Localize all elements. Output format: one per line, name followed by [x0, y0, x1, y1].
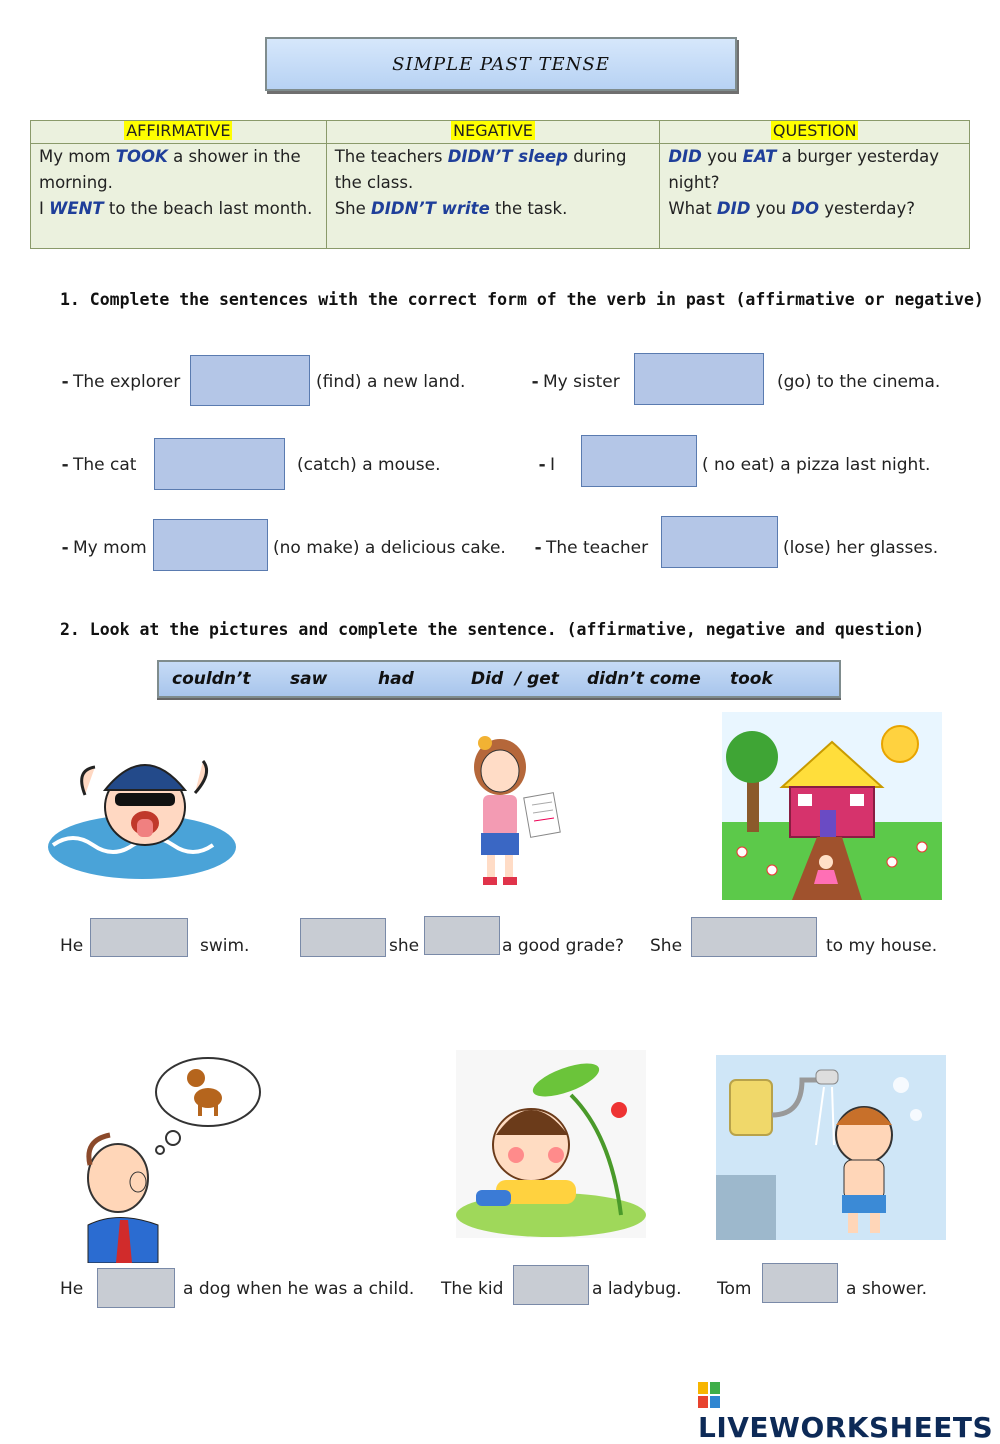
girl-with-paper-image	[455, 735, 565, 890]
ex2-sentence2-answer-box-2[interactable]	[424, 916, 500, 955]
ex1-item3-answer-box[interactable]	[154, 438, 285, 490]
negative-examples: The teachers DIDN’T sleep during the class. She DIDN’T write the task.	[326, 144, 660, 249]
question-examples: DID you EAT a burger yesterday night? What DID you DO yesterday?	[660, 144, 970, 249]
ex1-item5-answer-box[interactable]	[153, 519, 268, 571]
ex2-sentence1-answer-box[interactable]	[90, 918, 188, 957]
ex1-item6-before: The teacher	[546, 538, 649, 558]
boy-showering-image	[716, 1055, 946, 1240]
worksheet-title: SIMPLE PAST TENSE	[392, 53, 610, 75]
ex1-item4-before: I	[550, 455, 556, 475]
word-bank-item: had	[378, 669, 414, 689]
header-question: QUESTION	[660, 121, 970, 144]
ex2-sentence3-after: to my house.	[826, 936, 938, 956]
word-bank	[157, 660, 841, 698]
ex1-item4-answer-box[interactable]	[581, 435, 697, 487]
ex2-sentence6-after: a shower.	[846, 1279, 928, 1299]
ex1-item2-after: (go) to the cinema.	[777, 372, 941, 392]
exercise1-instruction: 1. Complete the sentences with the correct form of the verb in past (affirmative or negative)	[60, 290, 984, 309]
ex2-sentence4-before: He	[60, 1279, 84, 1299]
header-negative: NEGATIVE	[326, 121, 660, 144]
exercise2-instruction: 2. Look at the pictures and complete the sentence. (affirmative, negative and question)	[60, 620, 925, 639]
header-affirmative: AFFIRMATIVE	[31, 121, 327, 144]
grammar-table	[30, 120, 970, 249]
kid-with-ladybug-image	[456, 1050, 646, 1238]
ex1-item6-answer-box[interactable]	[661, 516, 778, 568]
bullet-dash: -	[60, 372, 71, 392]
ex2-sentence6-before: Tom	[717, 1279, 752, 1299]
ex2-sentence1-after: swim.	[200, 936, 250, 956]
ex2-sentence3-answer-box[interactable]	[691, 917, 817, 957]
ex1-item4-after: ( no eat) a pizza last night.	[702, 455, 931, 475]
ex2-sentence2-answer-box-1[interactable]	[300, 918, 386, 957]
word-bank-item: Did / get	[471, 669, 559, 689]
ex1-item1-after: (find) a new land.	[316, 372, 466, 392]
ex2-sentence6-answer-box[interactable]	[762, 1263, 838, 1303]
ex2-sentence5-answer-box[interactable]	[513, 1265, 589, 1305]
ex1-item6-after: (lose) her glasses.	[783, 538, 939, 558]
ex2-sentence5-after: a ladybug.	[592, 1279, 682, 1299]
ex1-item5-before: My mom	[73, 538, 147, 558]
bullet-dash: -	[533, 538, 544, 558]
ex2-sentence4-after: a dog when he was a child.	[183, 1279, 415, 1299]
ex2-sentence1-before: He	[60, 936, 84, 956]
ex2-sentence4-answer-box[interactable]	[97, 1268, 175, 1308]
ex2-sentence3-before: She	[650, 936, 683, 956]
ex1-item5-after: (no make) a delicious cake.	[273, 538, 506, 558]
ex1-item2-answer-box[interactable]	[634, 353, 764, 405]
bullet-dash: -	[60, 455, 71, 475]
liveworksheets-logo	[698, 1378, 1000, 1444]
liveworksheets-logo-text: LIVEWORKSHEETS	[698, 1411, 994, 1444]
word-bank-item: didn’t come	[587, 669, 701, 689]
man-thinking-of-dog-image	[78, 1050, 263, 1263]
word-bank-item: couldn’t	[172, 669, 251, 689]
bullet-dash: -	[60, 538, 71, 558]
swimmer-image	[45, 735, 240, 885]
word-bank-item: took	[730, 669, 773, 689]
ex2-sentence2-after: a good grade?	[502, 936, 625, 956]
affirmative-examples: My mom TOOK a shower in the morning. I WENT to the beach last month.	[31, 144, 327, 249]
ex1-item3-before: The cat	[73, 455, 137, 475]
ex2-sentence2-middle: she	[389, 936, 420, 956]
liveworksheets-logo-icon	[698, 1382, 720, 1408]
ex1-item1-before: The explorer	[73, 372, 181, 392]
house-drawing-image	[722, 712, 942, 900]
bullet-dash: -	[530, 372, 541, 392]
worksheet-title-box	[265, 37, 737, 91]
ex1-item1-answer-box[interactable]	[190, 355, 310, 406]
ex1-item3-after: (catch) a mouse.	[297, 455, 441, 475]
ex1-item2-before: My sister	[543, 372, 620, 392]
ex2-sentence5-before: The kid	[441, 1279, 504, 1299]
word-bank-item: saw	[290, 669, 328, 689]
bullet-dash: -	[537, 455, 548, 475]
